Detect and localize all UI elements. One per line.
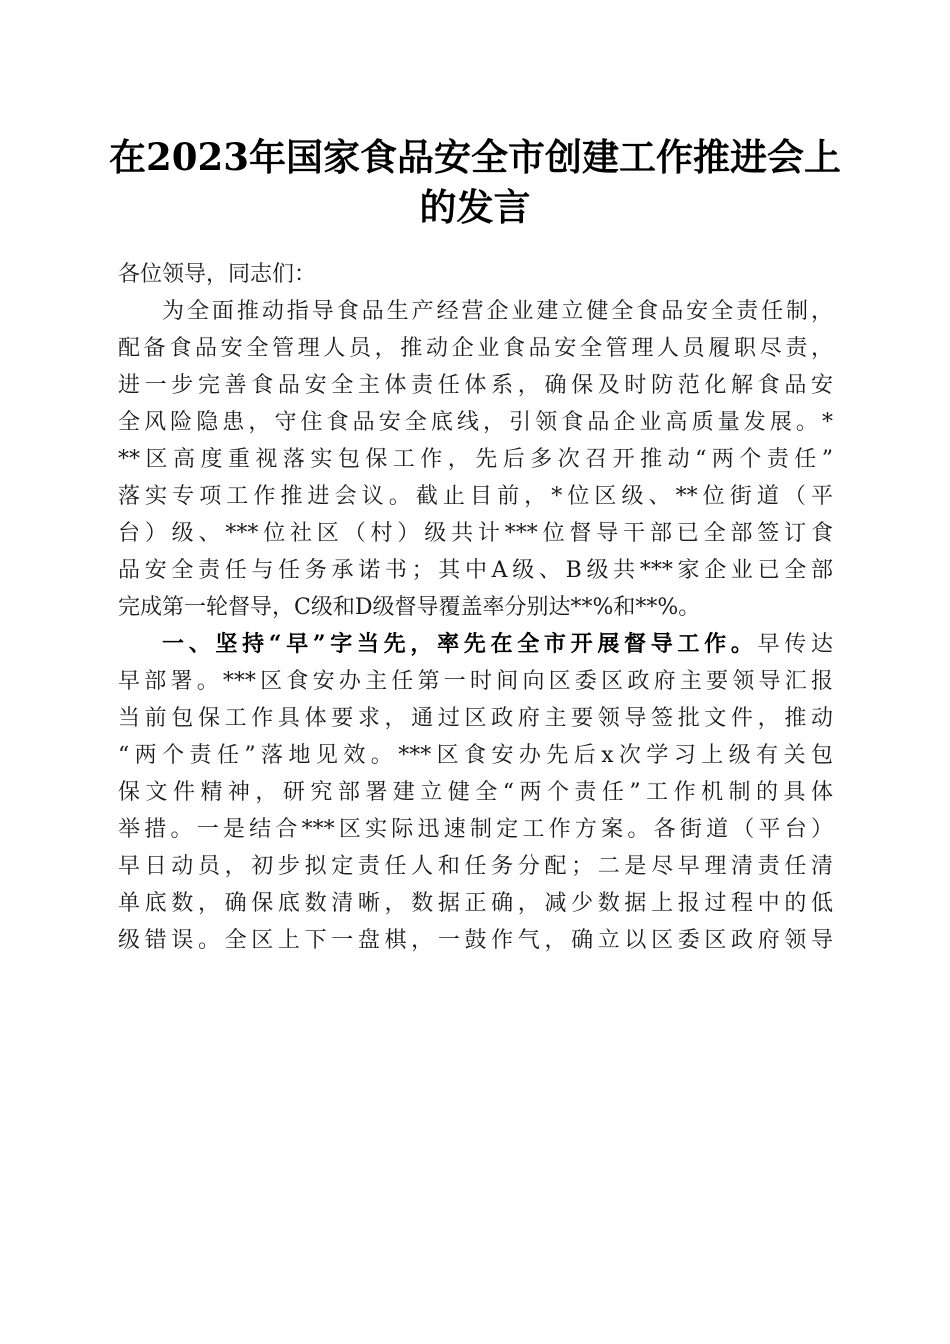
paragraph-line: 全风险隐患，守住食品安全底线，引领食品企业高质量发展。* (118, 410, 833, 435)
paragraph-line: 配备食品安全管理人员，推动企业食品安全管理人员履职尽责， (118, 336, 833, 361)
paragraph-line: 完成第一轮督导，C级和D级督导覆盖率分别达**%和**%。 (118, 595, 701, 620)
paragraph-line: 品安全责任与任务承诺书；其中A级、B级共***家企业已全部 (118, 558, 833, 583)
paragraph-line: **区高度重视落实包保工作，先后多次召开推动“两个责任” (118, 447, 833, 472)
paragraph-line: 保文件精神，研究部署建立健全“两个责任”工作机制的具体 (118, 780, 833, 805)
paragraph-1 (118, 293, 833, 626)
paragraph-line: 早部署。***区食安办主任第一时间向区委区政府主要领导汇报 (118, 669, 833, 694)
section-1 (118, 626, 833, 959)
paragraph-line: 台）级、***位社区（村）级共计***位督导干部已全部签订食 (118, 521, 833, 546)
title-line-2: 的发言 (419, 185, 531, 229)
paragraph-line: 当前包保工作具体要求，通过区政府主要领导签批文件，推动 (118, 706, 833, 731)
section-1-heading: 一、坚持“早”字当先，率先在全市开展督导工作。 (162, 631, 758, 657)
paragraph-line: 为全面推动指导食品生产经营企业建立健全食品安全责任制， (162, 299, 833, 324)
document-body (118, 256, 833, 959)
paragraph-line: 举措。一是结合***区实际迅速制定工作方案。各街道（平台） (118, 817, 833, 842)
paragraph-line: 早日动员，初步拟定责任人和任务分配；二是尽早理清责任清 (118, 854, 833, 879)
paragraph-line: 级错误。全区上下一盘棋，一鼓作气，确立以区委区政府领导 (118, 928, 833, 953)
section-1-heading-rest: 早传达 (757, 632, 833, 657)
greeting: 各位领导，同志们： (118, 262, 317, 287)
paragraph-line: “两个责任”落地见效。***区食安办先后x次学习上级有关包 (118, 743, 833, 768)
paragraph-line: 单底数，确保底数清晰，数据正确，减少数据上报过程中的低 (118, 891, 833, 916)
title-line-1: 在2023年国家食品安全市创建工作推进会上 (109, 135, 841, 179)
paragraph-line: 进一步完善食品安全主体责任体系，确保及时防范化解食品安 (118, 373, 833, 398)
section-1-first-line (118, 626, 833, 663)
paragraph-line: 落实专项工作推进会议。截止目前，*位区级、**位街道（平 (118, 484, 833, 509)
document-title (100, 132, 850, 232)
